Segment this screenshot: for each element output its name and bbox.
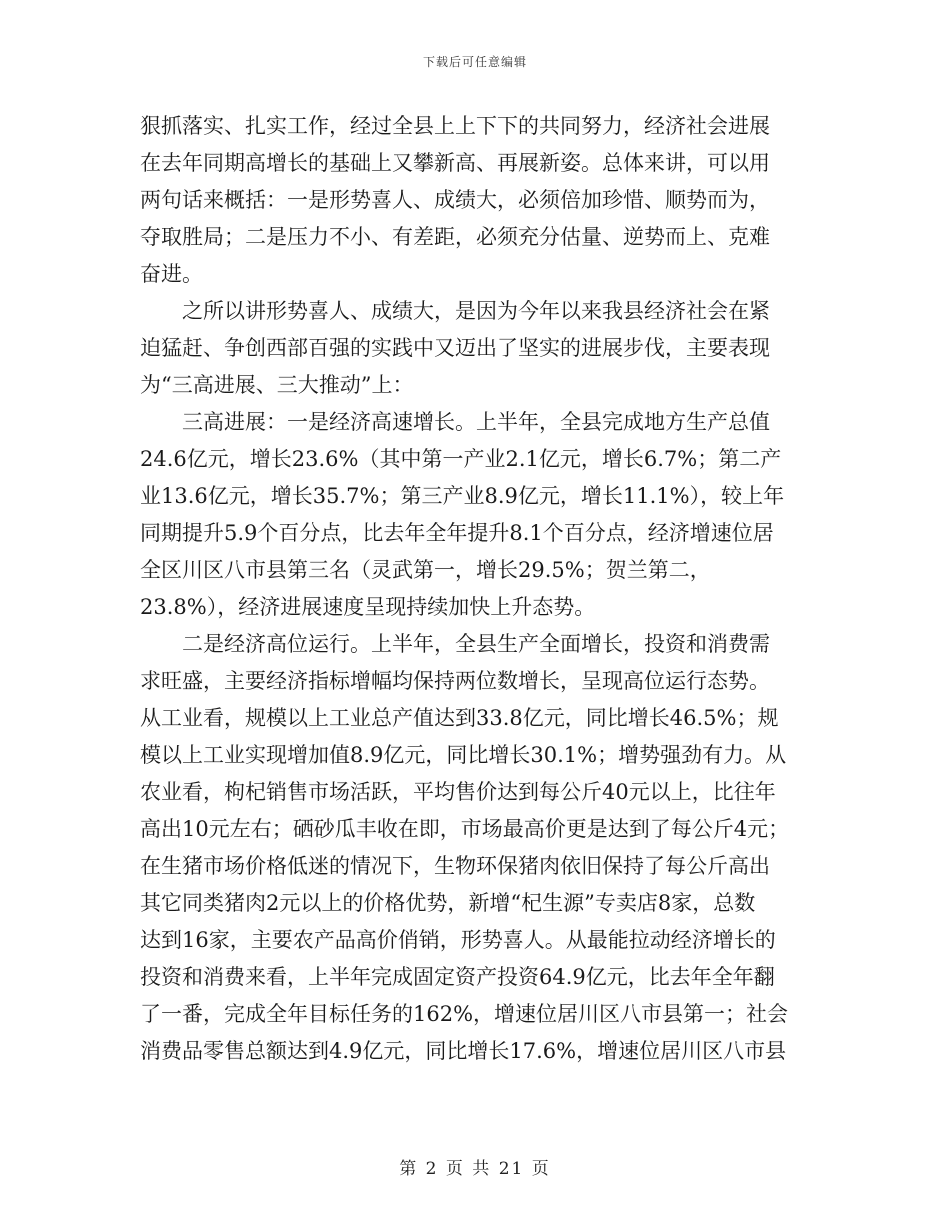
text-line: 了一番，完成全年目标任务的162%，增速位居川区八市县第一；社会 bbox=[140, 1002, 789, 1026]
text-line: 达到16家，主要农产品高价俏销，形势喜人。从最能拉动经济增长的 bbox=[140, 928, 776, 952]
text-line: 二是经济高位运行。上半年，全县生产全面增长，投资和消费需 bbox=[140, 632, 770, 656]
text-line: 高出10元左右；硒砂瓜丰收在即，市场最高价更是达到了每公斤4元； bbox=[140, 817, 790, 841]
text-line: 投资和消费来看，上半年完成固定资产投资64.9亿元，比去年全年翻 bbox=[140, 965, 775, 989]
text-line: 在生猪市场价格低迷的情况下，生物环保猪肉依旧保持了每公斤高出 bbox=[140, 854, 770, 878]
text-line: 迫猛赶、争创西部百强的实践中又迈出了坚实的进展步伐，主要表现 bbox=[140, 336, 770, 360]
text-line: 农业看，枸杞销售市场活跃，平均售价达到每公斤40元以上，比往年 bbox=[140, 780, 776, 804]
text-line: 模以上工业实现增加值8.9亿元，同比增长30.1%；增势强劲有力。从 bbox=[140, 743, 787, 767]
text-line: 同期提升5.9个百分点，比去年全年提升8.1个百分点，经济增速位居 bbox=[140, 521, 774, 545]
text-line: 24.6亿元，增长23.6%（其中第一产业2.1亿元，增长6.7%；第二产 bbox=[140, 447, 782, 471]
text-line: 狠抓落实、扎实工作，经过全县上上下下的共同努力，经济社会进展 bbox=[140, 114, 770, 138]
text-line: 23.8%），经济进展速度呈现持续加快上升态势。 bbox=[140, 595, 596, 619]
text-line: 三高进展：一是经济高速增长。上半年，全县完成地方生产总值 bbox=[140, 410, 770, 434]
text-line: 消费品零售总额达到4.9亿元，同比增长17.6%，增速位居川区八市县 bbox=[140, 1039, 787, 1063]
text-line: 之所以讲形势喜人、成绩大，是因为今年以来我县经济社会在紧 bbox=[140, 299, 770, 323]
text-line: 奋进。 bbox=[140, 262, 203, 286]
page-header: 下载后可任意编辑 bbox=[422, 55, 527, 69]
text-line: 其它同类猪肉2元以上的价格优势，新增“杞生源”专卖店8家，总数 bbox=[140, 891, 756, 915]
document-body bbox=[140, 108, 812, 1070]
text-line: 求旺盛，主要经济指标增幅均保持两位数增长，呈现高位运行态势。 bbox=[140, 669, 770, 693]
page-number-footer: 第 2 页 共 21 页 bbox=[399, 1159, 551, 1179]
text-line: 为“三高进展、三大推动”上： bbox=[140, 373, 414, 397]
text-line: 从工业看，规模以上工业总产值达到33.8亿元，同比增长46.5%；规 bbox=[140, 706, 779, 730]
text-line: 夺取胜局；二是压力不小、有差距，必须充分估量、逆势而上、克难 bbox=[140, 225, 770, 249]
text-line: 业13.6亿元，增长35.7%；第三产业8.9亿元，增长11.1%），较上年 bbox=[140, 484, 785, 508]
text-line: 两句话来概括：一是形势喜人、成绩大，必须倍加珍惜、顺势而为， bbox=[140, 188, 770, 212]
text-line: 全区川区八市县第三名（灵武第一，增长29.5%；贺兰第二， bbox=[140, 558, 711, 582]
text-line: 在去年同期高增长的基础上又攀新高、再展新姿。总体来讲，可以用 bbox=[140, 151, 770, 175]
